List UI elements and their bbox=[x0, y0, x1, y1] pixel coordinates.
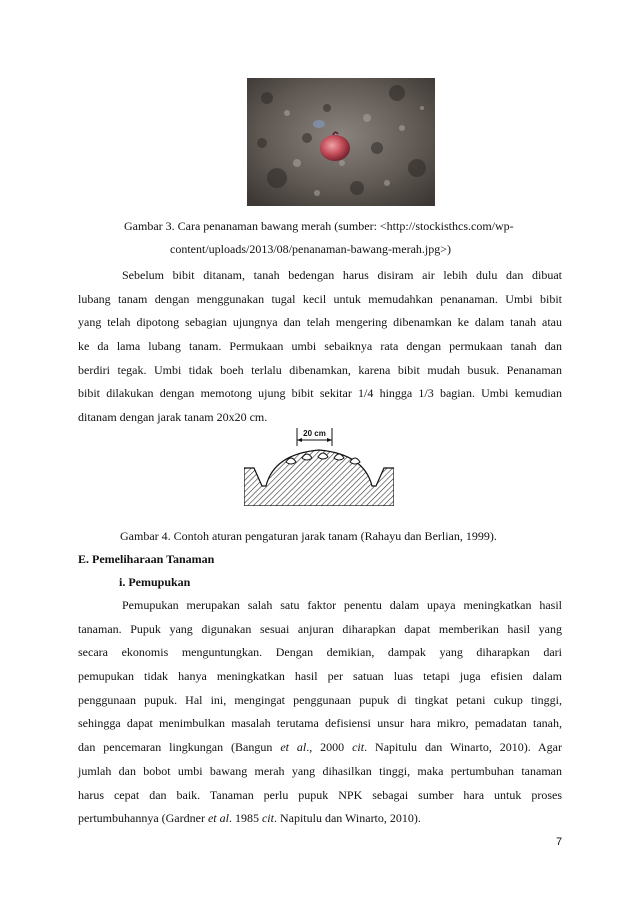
paragraph-line bbox=[78, 807, 562, 831]
text-run: . Napitulu dan Winarto, 2010). Agar bbox=[364, 740, 563, 755]
paragraph-line: lubang tanam dengan menggunakan tugal kecil untuk memudahkan penanaman. Umbi bibit bbox=[78, 291, 562, 306]
text-run: . 1985 bbox=[228, 811, 262, 826]
paragraph-line: ditanam dengan jarak tanam 20x20 cm. bbox=[78, 410, 268, 425]
paragraph-line: pemupukan tidak hanya meningkatkan hasil per satuan luas tetapi juga efisien dalam bbox=[78, 669, 562, 684]
subsection-heading: i. Pemupukan bbox=[119, 575, 191, 589]
paragraph-line: Pemupukan merupakan salah satu faktor penentu dalam upaya meningkatkan hasil bbox=[122, 598, 562, 612]
paragraph-line: penggunaan pupuk. Hal ini, mengingat penggunaan pupuk di tingkat petani cukup tinggi, bbox=[78, 692, 562, 707]
spacing-diagram bbox=[244, 424, 394, 506]
spacing-label: 20 cm bbox=[303, 429, 326, 438]
figure-3-caption-line-2: content/uploads/2013/08/penanaman-bawang-merah.jpg>) bbox=[170, 242, 452, 256]
paragraph-line: secara ekonomis menguntungkan. Dengan demikian, dampak yang diharapkan dari bbox=[78, 645, 562, 660]
italic-run: cit bbox=[352, 740, 365, 755]
paragraph-line: harus cepat dan baik. Tanaman perlu pupuk NPK sebagai sumber hara untuk proses bbox=[78, 787, 562, 802]
paragraph-line: ke da lama lubang tanam. Permukaan umbi sebaiknya rata dengan permukaan tanah dan bbox=[78, 339, 562, 354]
paragraph-line: Sebelum bibit ditanam, tanah bedengan harus disiram air lebih dulu dan dibuat bbox=[122, 268, 562, 282]
planting-photo bbox=[247, 78, 435, 206]
italic-run: et al bbox=[207, 811, 229, 826]
page-number: 7 bbox=[556, 836, 563, 848]
text-run: pertumbuhannya (Gardner bbox=[78, 811, 208, 826]
paragraph-line: berdiri tegak. Umbi tidak boeh terlalu dibenamkan, karena bibit mudah busuk. Penanaman bbox=[78, 362, 562, 377]
italic-run: cit bbox=[261, 811, 274, 826]
figure-4-caption: Gambar 4. Contoh aturan pengaturan jarak tanam (Rahayu dan Berlian, 1999). bbox=[120, 529, 497, 543]
text-run: dan pencemaran lingkungan (Bangun bbox=[78, 740, 281, 755]
paragraph-planting bbox=[78, 264, 562, 430]
paragraph-line bbox=[78, 736, 562, 760]
paragraph-fertilizing bbox=[78, 594, 562, 831]
paragraph-line: jumlah dan bobot umbi bawang merah yang dihasilkan tinggi, maka pertumbuhan tanaman bbox=[78, 763, 562, 778]
figure-3-caption-line-1: Gambar 3. Cara penanaman bawang merah (sumber: <http://stockisthcs.com/wp- bbox=[124, 219, 514, 233]
paragraph-line: tanaman. Pupuk yang digunakan sesuai anjuran diharapkan dapat memberikan hasil yang bbox=[78, 621, 562, 636]
italic-run: et al bbox=[280, 740, 307, 755]
text-run: . Napitulu dan Winarto, 2010). bbox=[273, 811, 421, 826]
paragraph-line: yang telah dipotong sebagian ujungnya dan telah mengering dibenamkan ke dalam tanah atau bbox=[78, 315, 562, 330]
text-run: ., 2000 bbox=[306, 740, 353, 755]
paragraph-line: sehingga dapat menimbulkan masalah terutama defisiensi unsur hara mikro, pemadatan tanah, bbox=[78, 716, 562, 731]
section-heading: E. Pemeliharaan Tanaman bbox=[78, 552, 215, 566]
paragraph-line: bibit dilakukan dengan memotong ujung bibit sekitar 1/4 hingga 1/3 bagian. Umbi kemudian bbox=[78, 386, 562, 401]
